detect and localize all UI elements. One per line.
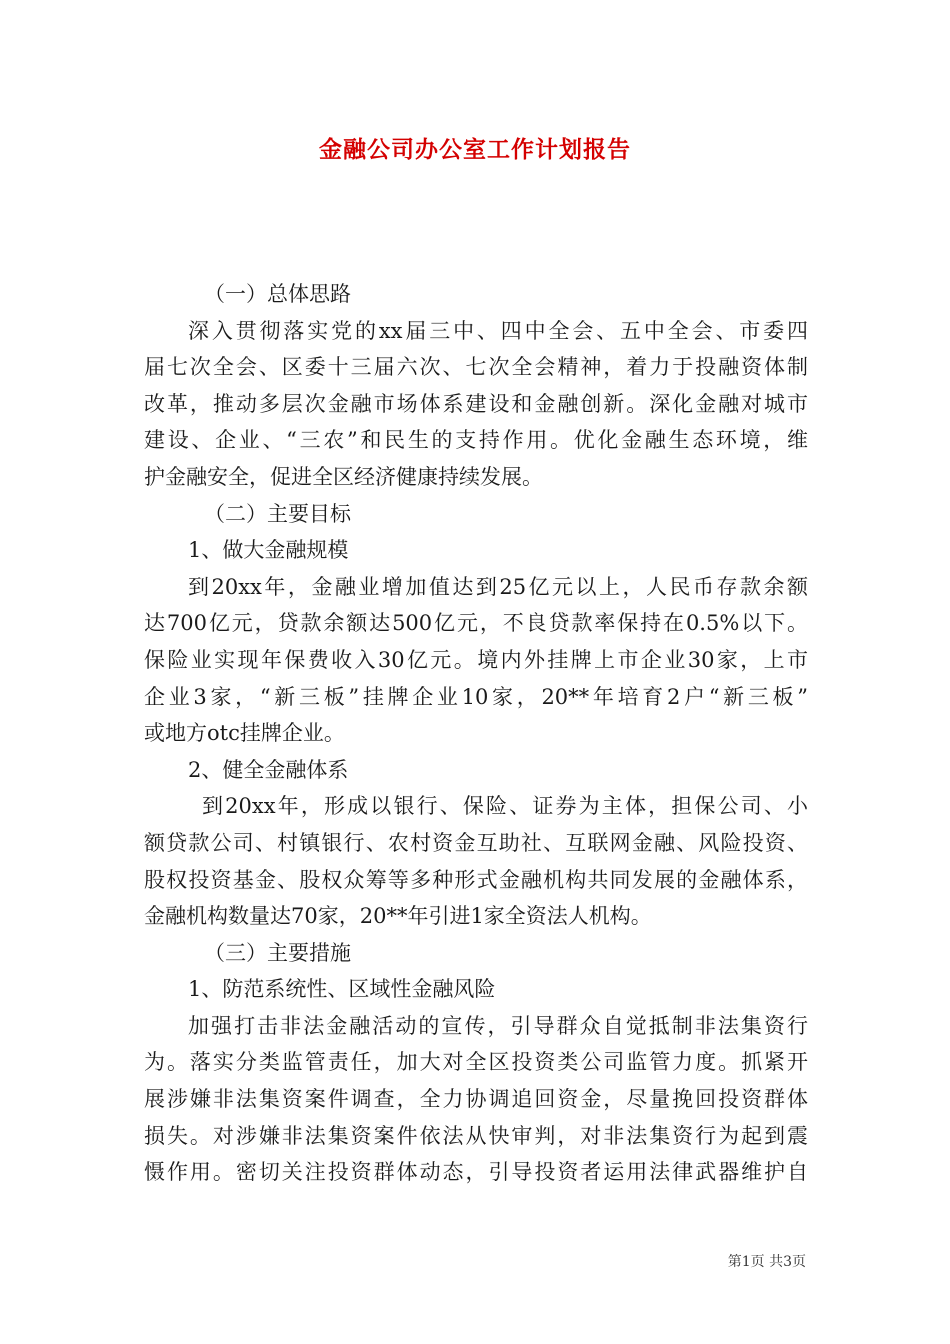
text-line: 额贷款公司、村镇银行、农村资金互助社、互联网金融、风险投资、 bbox=[144, 830, 808, 855]
text-line: 或地方otc挂牌企业。 bbox=[144, 721, 345, 746]
text-line: 1、防范系统性、区域性金融风险 bbox=[188, 977, 496, 1002]
text-line: 改革，推动多层次金融市场体系建设和金融创新。深化金融对城市 bbox=[144, 391, 808, 416]
text-line: 股权投资基金、股权众筹等多种形式金融机构共同发展的金融体系， bbox=[144, 867, 808, 892]
document-title: 金融公司办公室工作计划报告 bbox=[319, 137, 631, 163]
text-line: 损失。对涉嫌非法集资案件依法从快审判，对非法集资行为起到震 bbox=[144, 1123, 808, 1148]
text-line: 达700亿元，贷款余额达500亿元，不良贷款率保持在0.5%以下。 bbox=[144, 611, 808, 636]
text-line: 建设、企业、“三农”和民生的支持作用。优化金融生态环境，维 bbox=[144, 428, 808, 453]
text-line: 企业3家，“新三板”挂牌企业10家，20**年培育2户“新三板” bbox=[144, 684, 808, 709]
text-line: 慑作用。密切关注投资群体动态，引导投资者运用法律武器维护自 bbox=[144, 1160, 808, 1185]
text-line: 深入贯彻落实党的xx届三中、四中全会、五中全会、市委四 bbox=[188, 318, 808, 343]
text-line: 届七次全会、区委十三届六次、七次全会精神，着力于投融资体制 bbox=[144, 355, 808, 380]
text-line: 到20xx年，形成以银行、保险、证券为主体，担保公司、小 bbox=[202, 794, 808, 819]
text-line: （一）总体思路 bbox=[204, 282, 351, 306]
page-number: 第1页 共3页 bbox=[727, 1254, 806, 1270]
text-line: 1、做大金融规模 bbox=[188, 538, 349, 563]
text-line: 为。落实分类监管责任，加大对全区投资类公司监管力度。抓紧开 bbox=[144, 1050, 808, 1075]
text-line: 2、健全金融体系 bbox=[188, 757, 349, 782]
text-line: （二）主要目标 bbox=[204, 501, 351, 526]
text-line: 加强打击非法金融活动的宣传，引导群众自觉抵制非法集资行 bbox=[188, 1013, 808, 1038]
text-line: 护金融安全，促进全区经济健康持续发展。 bbox=[144, 464, 543, 489]
text-line: 保险业实现年保费收入30亿元。境内外挂牌上市企业30家，上市 bbox=[144, 647, 808, 672]
document-body bbox=[144, 276, 808, 1191]
text-line: 金融机构数量达70家，20**年引进1家全资法人机构。 bbox=[144, 904, 652, 929]
text-line: 到20xx年，金融业增加值达到25亿元以上，人民币存款余额 bbox=[188, 574, 808, 599]
text-line: 展涉嫌非法集资案件调查，全力协调追回资金，尽量挽回投资群体 bbox=[144, 1087, 808, 1112]
text-line: （三）主要措施 bbox=[204, 940, 351, 965]
